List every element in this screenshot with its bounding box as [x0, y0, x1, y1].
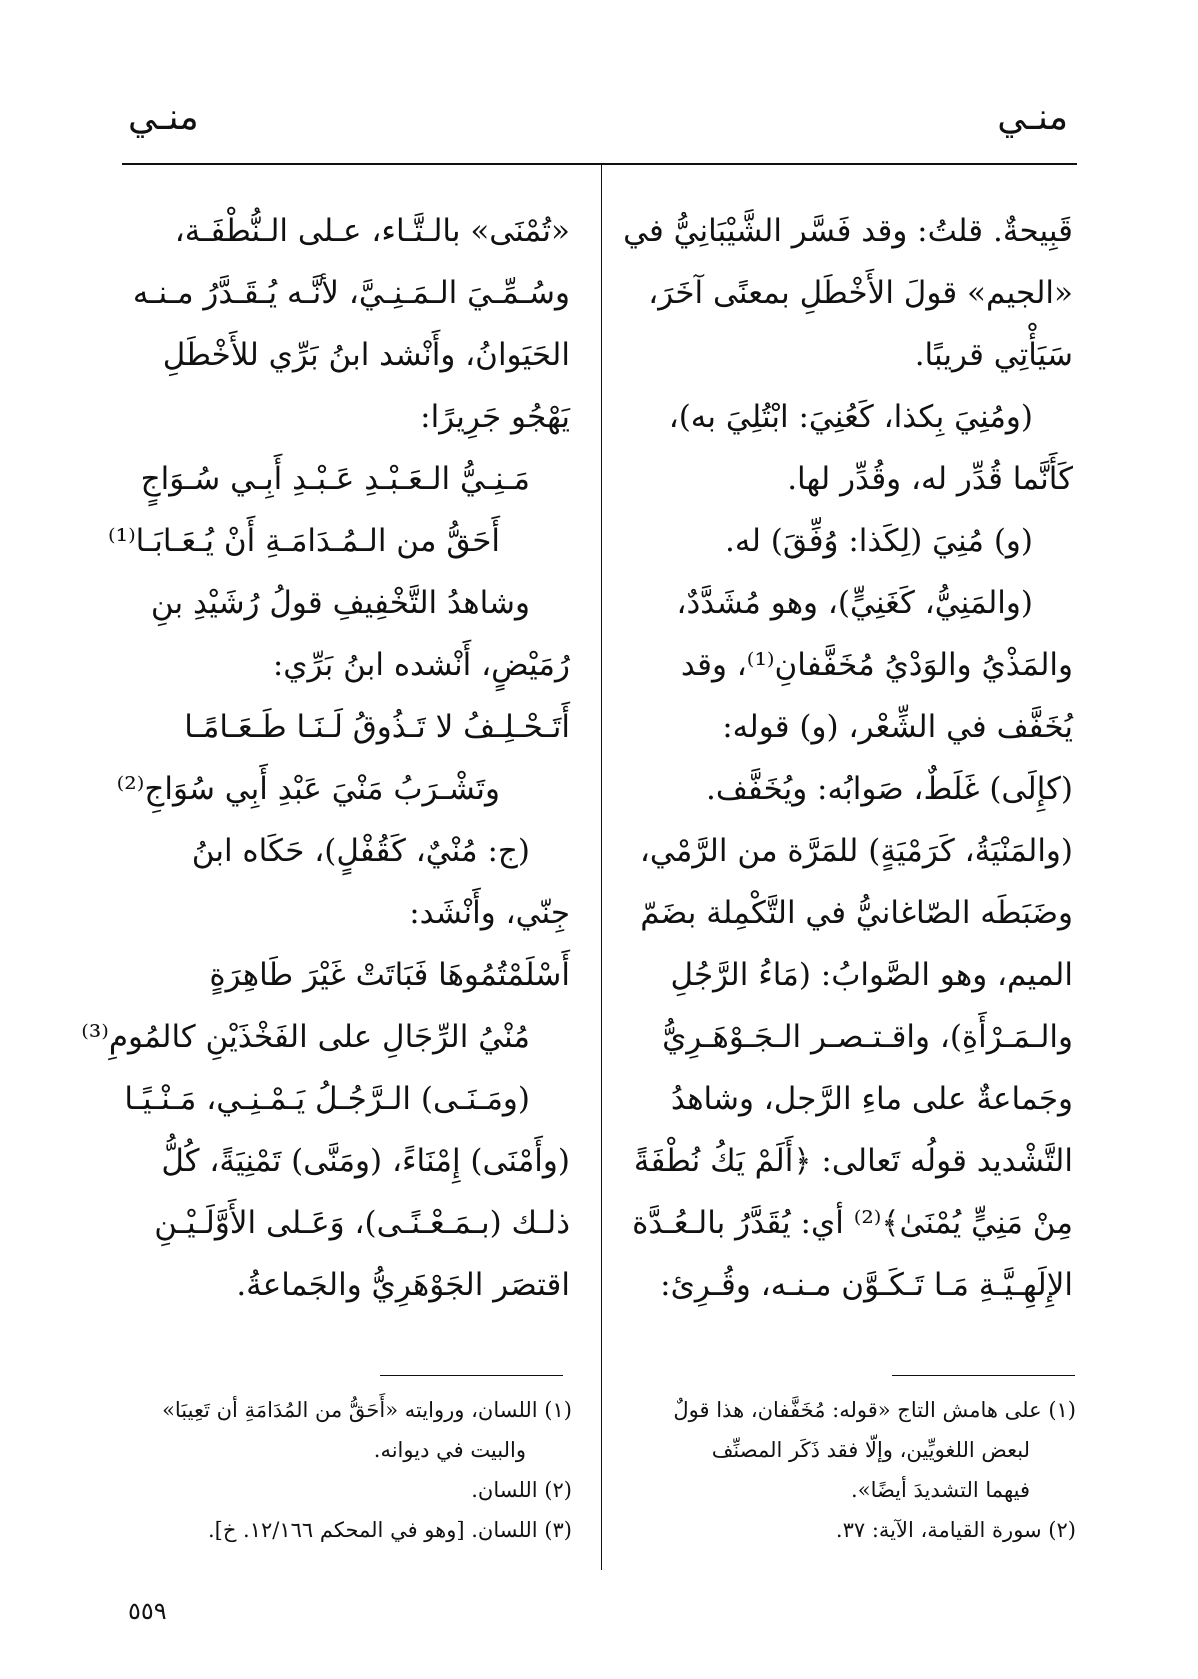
footnote-rule-left	[380, 1375, 563, 1376]
text-line: يَهْجُو جَرِيرًا:	[420, 399, 570, 435]
text-line: يُخَفَّف في الشِّعْر، (و) قوله:	[722, 709, 1073, 745]
text-line: (وأَمْنَى) إِمْنَاءً، (ومَنَّى) تَمْنِيَةً، كُلُّ	[161, 1143, 570, 1179]
footnote-rule-right	[892, 1375, 1075, 1376]
text-line: رُمَيْضٍ، أَنْشده ابنُ بَرِّي:	[272, 647, 570, 683]
footnote-line: (٢) سورة القيامة، الآية: ٣٧.	[835, 1518, 1076, 1542]
poetry-hemistich: مَـنِـيُّ الـعَـبْـدِ عَـبْـدِ أَبِـي سُـوَاجٍ	[140, 461, 530, 497]
footnote-line: لبعض اللغويِّين، وإلّا فقد ذَكَر المصنِّف	[711, 1438, 1030, 1462]
quran-verse-line: مِنْ مَنِيٍّ يُمْنَىٰ﴾⁽²⁾ أي: يُقَدَّرُ بالـعُـدَّة	[632, 1205, 1073, 1241]
text-line: الحَيَوانُ، وأَنْشد ابنُ بَرِّي للأَخْطَلِ	[162, 337, 570, 373]
text-line: اقتصَر الجَوْهَرِيُّ والجَماعةُ.	[236, 1267, 570, 1303]
footnote-line: (١) على هامش التاج «قوله: مُخَفَّفان، هذا قولٌ	[673, 1398, 1076, 1422]
text-line: (و) مُنِيَ (لِكَذا: وُفِّقَ) له.	[724, 523, 1033, 559]
footnote-line: فيهما التشديدَ أيضًا».	[851, 1478, 1030, 1502]
footnotes-left	[122, 1390, 572, 1550]
text-line: الإِلَهِـيَّـةِ مَـا تَـكَـوَّن مـنـه، وقُـرِئ:	[660, 1267, 1073, 1303]
text-line: وشاهدُ التَّخْفِيفِ قولُ رُشَيْدِ بنِ	[150, 585, 530, 621]
running-head-right: منـي	[997, 97, 1068, 138]
poetry-hemistich: أَحَقُّ من الـمُـدَامَـةِ أَنْ يُـعَـابَـا⁽¹⁾	[108, 523, 500, 559]
text-line: ذلـك (بـمَـعْـنًـى)، وَعَـلى الأَوَّلَـيْـنِ	[154, 1205, 570, 1241]
poetry-hemistich: وتَشْـرَبُ مَنْيَ عَبْدِ أَبِي سُوَاجِ⁽²⁾	[116, 771, 500, 807]
text-line: سَيَأْتِي قريبًا.	[914, 337, 1073, 373]
text-line: (ومَـنَـى) الـرَّجُـلُ يَـمْـنِـي، مَـنْـيًـا	[124, 1081, 530, 1117]
text-line: كَأَنَّما قُدِّر له، وقُدِّر لها.	[787, 461, 1073, 497]
text-line: «تُمْنَى» بالـتَّـاء، عـلى الـنُّطْفَـة،	[174, 213, 570, 249]
text-line: وجَماعةٌ على ماءِ الرَّجل، وشاهدُ	[670, 1081, 1073, 1117]
running-head-left: منـي	[128, 97, 199, 138]
quran-verse-line: التَّشْديد قولُه تَعالى: ﴿أَلَمْ يَكُ نُطْفَةً	[633, 1143, 1073, 1179]
footnotes-right	[626, 1390, 1076, 1550]
text-line: جِنّي، وأَنْشَد:	[409, 895, 570, 931]
footnote-line: والبيت في ديوانه.	[373, 1438, 526, 1462]
column-divider	[601, 165, 602, 1570]
text-line: (ومُنِيَ بِكذا، كَعُنِيَ: ابْتُلِيَ به)،	[668, 399, 1033, 435]
text-line: (ج: مُنْيٌ، كَقُفْلٍ)، حَكَاه ابنُ	[191, 833, 530, 869]
text-line: (والمَنِيُّ، كَغَنِيٍّ)، وهو مُشَدَّدٌ،	[676, 585, 1033, 621]
header-rule	[122, 163, 1077, 165]
text-line: والـمَـرْأَةِ)، واقـتـصـر الـجَـوْهَـرِيُّ	[662, 1019, 1073, 1055]
text-line: والمَذْيُ والوَدْيُ مُخَفَّفانِ⁽¹⁾، وقد	[680, 647, 1073, 683]
left-column	[81, 200, 570, 1316]
poetry-hemistich: مُنْيُ الرِّجَالِ على الفَخْذَيْنِ كالمُومِ⁽³⁾	[81, 1019, 530, 1055]
right-column	[625, 200, 1073, 1316]
text-line: وضَبَطَه الصّاغانيُّ في التَّكْمِلة بضَمّ	[640, 895, 1073, 931]
text-line: (والمَنْيَةُ، كَرَمْيَةٍ) للمَرَّة من الرَّمْي،	[639, 833, 1073, 869]
text-line: قَبِيحةٌ. قلتُ: وقد فَسَّر الشَّيْبَانِيُّ في	[623, 213, 1073, 249]
footnote-line: (٣) اللسان. [وهو في المحكم ١٢/١٦٦. خ].	[207, 1518, 572, 1542]
text-line: (كإِلَى) غَلَطٌ، صَوابُه: ويُخَفَّف.	[705, 771, 1073, 807]
text-line: «الجيم» قولَ الأَخْطَلِ بمعنًى آخَرَ،	[648, 275, 1073, 311]
text-line: الميم، وهو الصَّوابُ: (مَاءُ الرَّجُلِ	[670, 957, 1073, 993]
poetry-hemistich: أَتَـحْـلِـفُ لا تَـذُوقُ لَـنَـا طَـعَـامًـا	[184, 709, 570, 745]
footnote-line: (١) اللسان، وروايته «أَحَقُّ من المُدَامَةِ أن تَعِيبَا»	[162, 1398, 572, 1422]
text-line: وسُـمِّـيَ الـمَـنِـيَّ، لأنَّـه يُـقَـدَّرُ مـنـه	[132, 275, 570, 311]
poetry-hemistich: أَسْلَمْتُمُوهَا فَبَاتَتْ غَيْرَ طَاهِرَةٍ	[209, 957, 570, 993]
footnote-line: (٢) اللسان.	[471, 1478, 572, 1502]
page-number: ٥٥٩	[128, 1597, 167, 1625]
